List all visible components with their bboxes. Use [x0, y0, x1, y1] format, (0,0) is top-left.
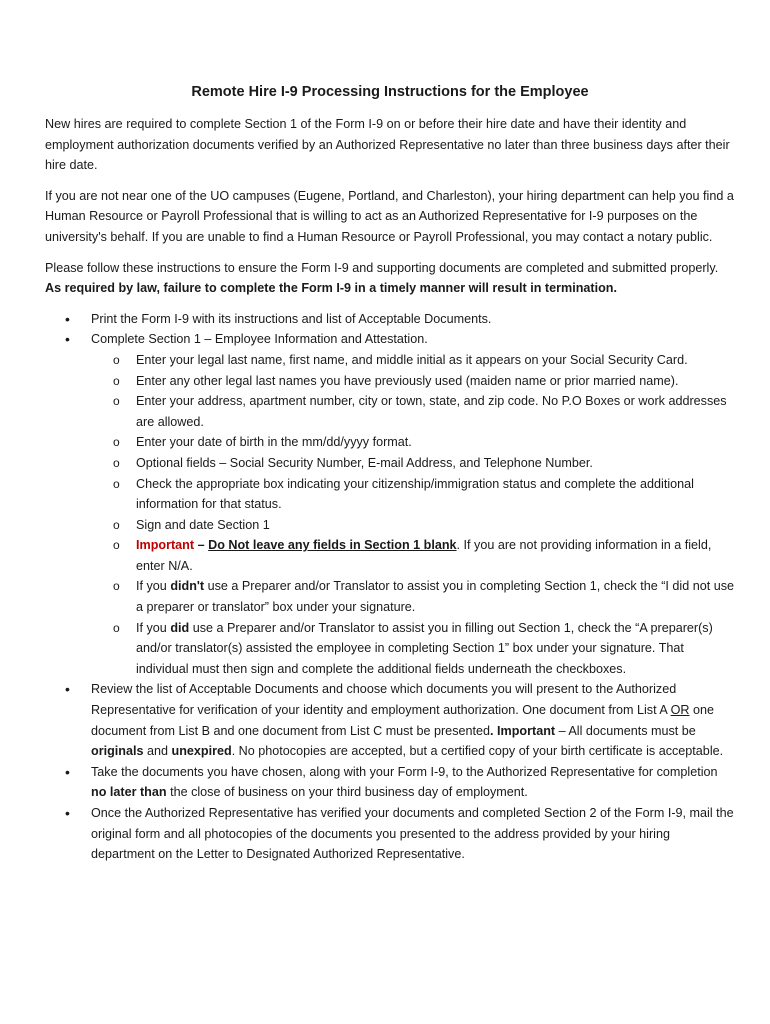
sub-item-birth-date: o Enter your date of birth in the mm/dd/yyyy format.: [91, 432, 735, 453]
documents-text-a: Review the list of Acceptable Documents and choose which documents you will present to the Authorized Representative for verification of your identity and employment authorization. One document from List A: [91, 682, 677, 718]
section1-label: Complete Section 1 – Employee Information and Attestation.: [91, 332, 428, 347]
documents-text-d: . No photocopies are accepted, but a certified copy of your birth certificate is acceptable.: [231, 744, 724, 759]
preparer-bold: did: [170, 620, 190, 635]
intro-paragraph: New hires are required to complete Section 1 of the Form I-9 on or before their hire date and have their identity and employment authorization documents verified by an Authorized Representative no later than three business days after their hire date.: [45, 117, 730, 173]
sub-item-preparer: [91, 618, 735, 680]
sub-item-sign-date: o Sign and date Section 1: [91, 515, 735, 536]
sub-item-other-names: o Enter any other legal last names you have previously used (maiden name or prior married name).: [91, 371, 735, 392]
deadline-bold: no later than: [91, 785, 167, 800]
no-blank-fields-notice: Do Not leave any fields in Section 1 blank: [208, 538, 457, 553]
campus-paragraph: If you are not near one of the UO campuses (Eugene, Portland, and Charleston), your hiring department can help you find a Human Resource or Payroll Professional that is willing to act as an Authorized Representative for I-9 purposes on the university's behalf. If you are unable to find a Human Resource or Payroll Professional, you may contact a notary public.: [45, 188, 734, 244]
page-title: Remote Hire I-9 Processing Instructions for the Employee: [191, 84, 589, 100]
sub-item-legal-name: o Enter your legal last name, first name, and middle initial as it appears on your Social Security Card.: [91, 350, 735, 371]
list-item-section1: [45, 329, 735, 679]
instructions-text: Please follow these instructions to ensure the Form I-9 and supporting documents are completed and submitted properly.: [45, 260, 719, 275]
documents-text-c: – All documents must be: [555, 723, 696, 738]
documents-important: Important: [497, 723, 556, 738]
legal-warning: As required by law, failure to complete the Form I-9 in a timely manner will result in termination.: [45, 281, 617, 296]
documents-originals: originals: [91, 744, 144, 759]
sub-item-important: [91, 535, 735, 576]
list-item-documents: [45, 679, 735, 761]
no-preparer-pre: If you: [136, 579, 171, 594]
preparer-pre: If you: [136, 620, 171, 635]
instructions-paragraph: [45, 258, 735, 299]
sub-item-no-preparer: [91, 576, 735, 617]
no-preparer-rest: use a Preparer and/or Translator to assist you in completing Section 1, check the “I did not use a preparer or translator” box under your signature.: [136, 579, 735, 615]
na-instruction: . If you are not providing information in a field, enter N/A.: [136, 538, 712, 573]
documents-text-b: one document from List B and one document from List C must be presented: [91, 703, 715, 738]
section1-sublist: [91, 350, 735, 680]
important-label: Important: [136, 538, 195, 553]
list-item-print: • Print the Form I-9 with its instructions and list of Acceptable Documents.: [45, 309, 735, 330]
deadline-text-b: the close of business on your third business day of employment.: [166, 785, 528, 800]
important-dash: –: [194, 538, 209, 553]
document-body: [45, 80, 735, 865]
instruction-list: [45, 309, 735, 865]
list-item-deadline: [45, 762, 735, 803]
sub-item-optional-fields: o Optional fields – Social Security Number, E-mail Address, and Telephone Number.: [91, 453, 735, 474]
preparer-rest: use a Preparer and/or Translator to assist you in filling out Section 1, check the “A preparer(s) and/or translator(s) assisted the employee in completing Section 1” box under your signature. That individual must then sign and complete the additional fields underneath the checkboxes.: [136, 620, 713, 676]
documents-or: OR: [670, 703, 690, 718]
sub-item-address: o Enter your address, apartment number, city or town, state, and zip code. No P.O Boxes or work addresses are allowed.: [91, 391, 735, 432]
list-item-mail: • Once the Authorized Representative has verified your documents and completed Section 2 of the Form I-9, mail the original form and all photocopies of the documents you presented to the address provided by your hiring department on the Letter to Designated Authorized Representative.: [45, 803, 735, 865]
deadline-text-a: Take the documents you have chosen, along with your Form I-9, to the Authorized Representative for completion: [91, 764, 718, 779]
documents-and: and: [143, 744, 172, 759]
sub-item-citizenship: o Check the appropriate box indicating your citizenship/immigration status and complete the additional information for that status.: [91, 474, 735, 515]
no-preparer-bold: didn't: [170, 579, 205, 594]
documents-period: .: [490, 723, 494, 738]
documents-unexpired: unexpired: [171, 744, 232, 759]
